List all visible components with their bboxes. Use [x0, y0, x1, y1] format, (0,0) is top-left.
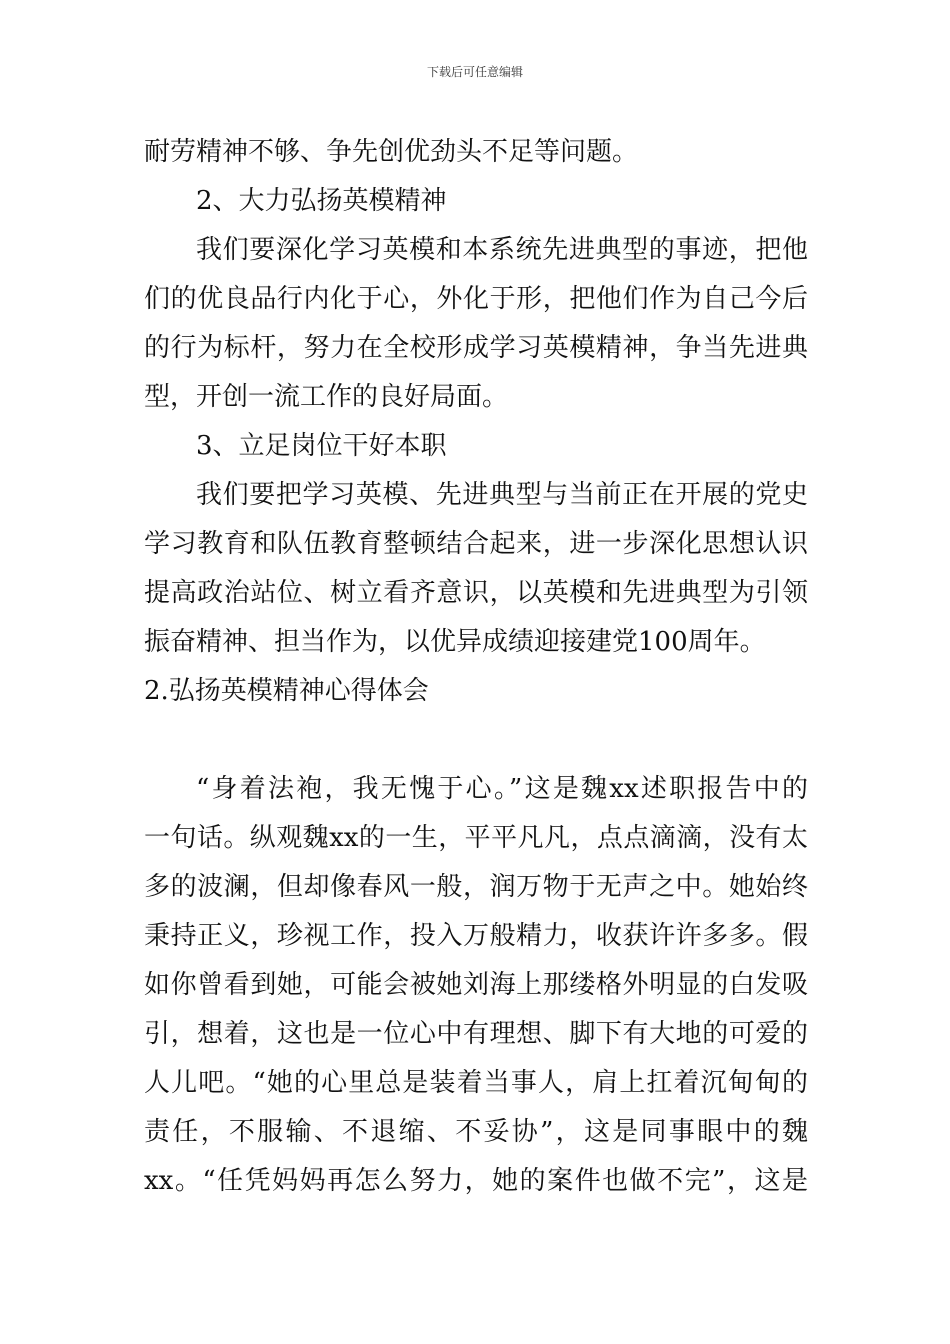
text-line: 型，开创一流工作的良好局面。 [144, 382, 509, 412]
section-heading: 3、立足岗位干好本职 [196, 431, 447, 461]
text-line: 的行为标杆，努力在全校形成学习英模精神，争当先进典 [144, 333, 808, 363]
section-heading: 2、大力弘扬英模精神 [196, 186, 447, 216]
page-header: 下载后可任意编辑 [426, 65, 523, 79]
text-line: 如你曾看到她，可能会被她刘海上那缕格外明显的白发吸 [144, 970, 808, 1000]
text-line: 学习教育和队伍教育整顿结合起来，进一步深化思想认识 [144, 529, 808, 559]
document-body [144, 128, 808, 1206]
text-line: 一句话。纵观魏xx的一生，平平凡凡，点点滴滴，没有太 [144, 823, 808, 853]
text-line: 秉持正义，珍视工作，投入万般精力，收获许许多多。假 [144, 921, 808, 951]
blank-line [144, 716, 808, 765]
text-line: 们的优良品行内化于心，外化于形，把他们作为自己今后 [144, 284, 808, 314]
text-line: xx。“任凭妈妈再怎么努力，她的案件也做不完”，这是 [144, 1166, 808, 1196]
text-line: 引，想着，这也是一位心中有理想、脚下有大地的可爱的 [144, 1019, 808, 1049]
text-line: 提高政治站位、树立看齐意识，以英模和先进典型为引领 [144, 578, 808, 608]
text-line: 耐劳精神不够、争先创优劲头不足等问题。 [144, 137, 639, 167]
article-title: 2.弘扬英模精神心得体会 [144, 676, 429, 706]
text-line: 人儿吧。“她的心里总是装着当事人，肩上扛着沉甸甸的 [144, 1068, 808, 1098]
text-line: 我们要深化学习英模和本系统先进典型的事迹，把他 [196, 235, 808, 265]
text-line: 多的波澜，但却像春风一般，润万物于无声之中。她始终 [144, 872, 808, 902]
text-line: 我们要把学习英模、先进典型与当前正在开展的党史 [196, 480, 808, 510]
text-line: 责任，不服输、不退缩、不妥协”，这是同事眼中的魏 [144, 1117, 808, 1147]
text-line: 振奋精神、担当作为，以优异成绩迎接建党100周年。 [144, 627, 766, 657]
text-line: “身着法袍，我无愧于心。”这是魏xx述职报告中的 [196, 774, 808, 804]
